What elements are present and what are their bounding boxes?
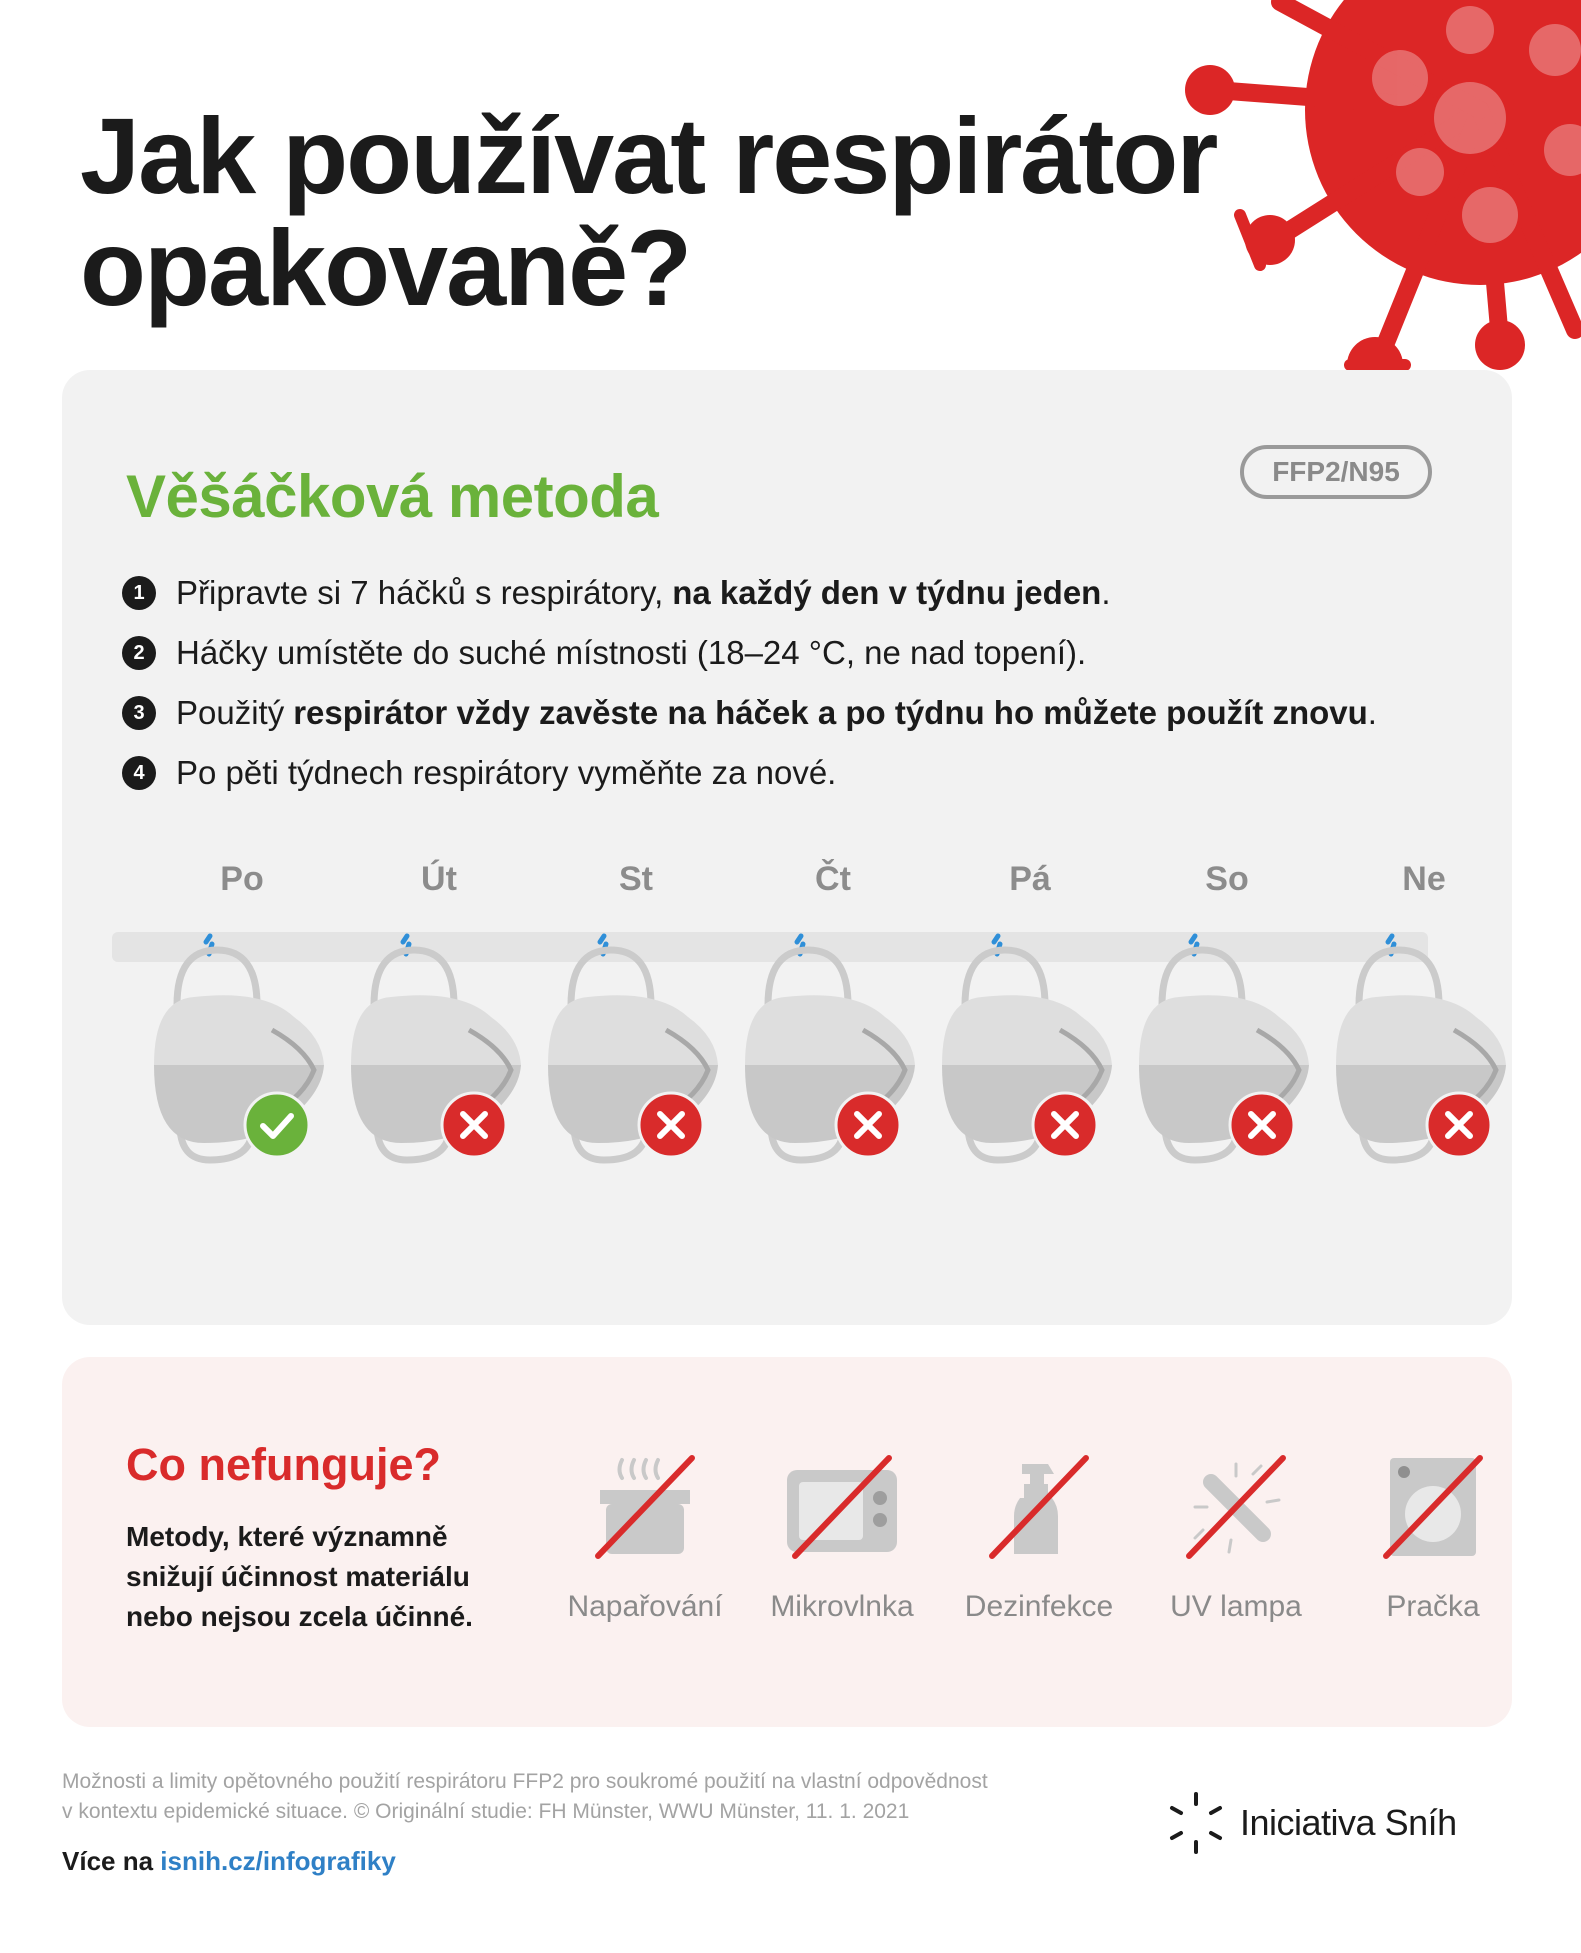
- step-number: 4: [122, 756, 156, 790]
- mask-illustration: [152, 930, 332, 1190]
- virus-illustration: [1170, 0, 1581, 410]
- check-icon: [245, 1093, 309, 1157]
- snowflake-icon: [1168, 1792, 1224, 1854]
- spray-bottle-icon: [984, 1452, 1094, 1562]
- day-label: Čt: [815, 860, 851, 898]
- respirator-mask: [152, 930, 332, 1190]
- bad-method-disinfection: [949, 1452, 1129, 1652]
- respirator-mask: [1334, 930, 1514, 1190]
- step-text: Po pěti týdnech respirátory vyměňte za nové.: [176, 754, 837, 791]
- source-footnote: [62, 1767, 1122, 1827]
- brand-logo: [1168, 1792, 1457, 1854]
- day-label: Pá: [1009, 860, 1051, 898]
- step-item: [122, 743, 1377, 803]
- day-label: Ne: [1402, 860, 1446, 898]
- hanger-method-panel: [62, 370, 1512, 1325]
- respirator-mask: [349, 930, 529, 1190]
- footnote-line-2: v kontextu epidemické situace. © Originální studie: FH Münster, WWU Münster, 11. 1. 2021: [62, 1800, 910, 1823]
- step-text-end: .: [1101, 574, 1111, 611]
- day-label: Út: [421, 860, 457, 898]
- mask-illustration: [1137, 930, 1317, 1190]
- ffp2-badge: FFP2/N95: [1240, 445, 1432, 499]
- method-title: Věšáčková metoda: [126, 463, 659, 530]
- not-working-title: Co nefunguje?: [126, 1439, 441, 1490]
- washing-machine-icon: [1378, 1452, 1488, 1562]
- step-text-end: .: [1367, 694, 1377, 731]
- step-number: 2: [122, 636, 156, 670]
- step-text-bold: respirátor vždy zavěste na háček a po týdnu ho můžete použít znovu: [293, 694, 1368, 731]
- day-label: So: [1205, 860, 1249, 898]
- bad-method-steaming: [555, 1452, 735, 1652]
- bad-method-label: UV lampa: [1170, 1590, 1302, 1623]
- bad-method-label: Dezinfekce: [964, 1590, 1114, 1623]
- not-working-description: Metody, které významně snižují účinnost materiálu nebo nejsou zcela účinné.: [126, 1521, 473, 1632]
- mask-illustration: [1334, 930, 1514, 1190]
- uv-lamp-icon: [1181, 1452, 1291, 1562]
- masks-row: [62, 930, 1512, 1190]
- mask-illustration: [349, 930, 529, 1190]
- respirator-mask: [546, 930, 726, 1190]
- title-line-2: opakovaně?: [80, 207, 691, 328]
- not-working-panel: [62, 1357, 1512, 1727]
- mask-illustration: [546, 930, 726, 1190]
- more-info: [62, 1846, 396, 1877]
- step-item: [122, 623, 1377, 683]
- step-text: Použitý: [176, 694, 285, 731]
- steps-list: [122, 563, 1377, 803]
- step-text: Připravte si 7 háčků s respirátory,: [176, 574, 664, 611]
- weekday-labels: [62, 860, 1512, 900]
- microwave-icon: [787, 1452, 897, 1562]
- infographics-link[interactable]: isnih.cz/infografiky: [160, 1846, 396, 1876]
- title-line-1: Jak používat respirátor: [80, 95, 1217, 216]
- bad-method-uv: [1146, 1452, 1326, 1652]
- bad-method-label: Mikrovlnka: [770, 1590, 914, 1623]
- page-title: [80, 95, 1217, 328]
- step-text: Háčky umístěte do suché místnosti (18–24 °C, ne nad topení).: [176, 634, 1087, 671]
- bad-method-microwave: [752, 1452, 932, 1652]
- steaming-pot-icon: [590, 1452, 700, 1562]
- day-label: Po: [220, 860, 264, 898]
- respirator-mask: [940, 930, 1120, 1190]
- bad-method-label: Napařování: [567, 1590, 723, 1623]
- step-number: 3: [122, 696, 156, 730]
- day-label: St: [619, 860, 653, 898]
- more-prefix: Více na: [62, 1846, 154, 1876]
- bad-method-washing: [1343, 1452, 1523, 1652]
- step-number: 1: [122, 576, 156, 610]
- step-item: [122, 563, 1377, 623]
- mask-illustration: [743, 930, 923, 1190]
- step-item: [122, 683, 1377, 743]
- brand-name: Iniciativa Sníh: [1240, 1802, 1457, 1843]
- footnote-line-1: Možnosti a limity opětovného použití respirátoru FFP2 pro soukromé použití na vlastní odpovědnost: [62, 1770, 988, 1793]
- mask-illustration: [940, 930, 1120, 1190]
- bad-method-label: Pračka: [1386, 1590, 1480, 1623]
- respirator-mask: [1137, 930, 1317, 1190]
- step-text-bold: na každý den v týdnu jeden: [672, 574, 1102, 611]
- respirator-mask: [743, 930, 923, 1190]
